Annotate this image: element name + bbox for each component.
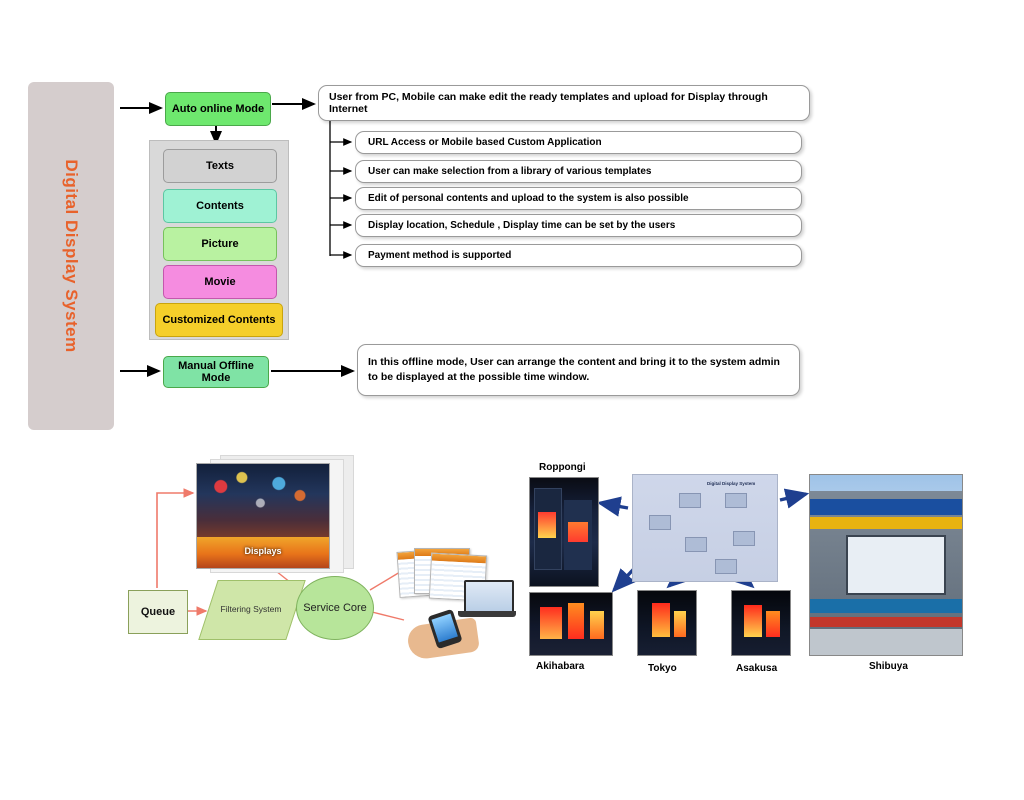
content-type-contents-label: Contents [196, 200, 244, 212]
network-node [685, 537, 707, 552]
content-type-movie[interactable] [163, 265, 277, 299]
photo-asakusa [731, 590, 791, 656]
content-type-picture-label: Picture [201, 238, 239, 250]
content-type-customized-contents-label: Customized Contents [162, 314, 276, 326]
displays-stack [196, 455, 356, 575]
callout-online-mode-text: User from PC, Mobile can make edit the ready templates and upload for Display through Internet [329, 91, 768, 115]
filtering-system-label: Filtering System [220, 603, 282, 614]
content-type-texts[interactable] [163, 149, 277, 183]
content-type-texts-label: Texts [206, 160, 234, 172]
content-type-contents[interactable] [163, 189, 277, 223]
label-asakusa: Asakusa [736, 663, 778, 674]
callout-offline-mode [357, 344, 800, 396]
network-hub-label: Digital Display System [707, 481, 756, 486]
system-banner-label: Digital Display System [62, 159, 81, 353]
feature-label: URL Access or Mobile based Custom Application [368, 137, 602, 148]
feature-label: Edit of personal contents and upload to the system is also possible [368, 193, 689, 204]
manual-offline-mode-label: Manual Offline Mode [178, 360, 254, 384]
feature-label: Payment method is supported [368, 250, 512, 261]
label-roppongi: Roppongi [539, 462, 586, 473]
auto-online-mode-node[interactable] [165, 92, 271, 126]
filtering-system-node[interactable] [208, 580, 294, 638]
photo-akihabara [529, 592, 613, 656]
feature-row [355, 131, 802, 154]
label-shibuya: Shibuya [869, 661, 908, 672]
laptop-screen [464, 580, 514, 614]
photo-roppongi [529, 477, 599, 587]
content-type-movie-label: Movie [204, 276, 236, 288]
display-photo [196, 463, 330, 569]
content-type-customized-contents[interactable] [155, 303, 283, 337]
hand-holding-phone-icon [408, 612, 482, 660]
network-hub-diagram [632, 474, 778, 582]
service-core-label: Service Core [303, 601, 367, 614]
queue-label: Queue [140, 606, 176, 618]
feature-label: Display location, Schedule , Display time can be set by the users [368, 220, 676, 231]
content-type-picture[interactable] [163, 227, 277, 261]
network-node [649, 515, 671, 530]
callout-offline-mode-text: In this offline mode, User can arrange the content and bring it to the system admin to be displayed at the possible time window. [368, 355, 780, 383]
network-node [715, 559, 737, 574]
feature-row [355, 187, 802, 210]
city-night-image [197, 464, 329, 539]
photo-tokyo [637, 590, 697, 656]
system-banner [28, 82, 114, 430]
displays-label: Displays [244, 546, 282, 556]
service-core-node[interactable] [296, 576, 374, 640]
auto-online-mode-label: Auto online Mode [171, 103, 265, 115]
photo-shibuya [809, 474, 963, 656]
queue-node[interactable] [128, 590, 188, 634]
label-akihabara: Akihabara [536, 661, 585, 672]
manual-offline-mode-node[interactable] [163, 356, 269, 388]
label-tokyo: Tokyo [648, 663, 677, 674]
callout-online-mode [318, 85, 810, 121]
feature-row [355, 244, 802, 267]
feature-label: User can make selection from a library of various templates [368, 166, 652, 177]
feature-row [355, 160, 802, 183]
network-node [733, 531, 755, 546]
network-node [725, 493, 747, 508]
network-node [679, 493, 701, 508]
content-type-group [149, 140, 289, 340]
feature-row [355, 214, 802, 237]
